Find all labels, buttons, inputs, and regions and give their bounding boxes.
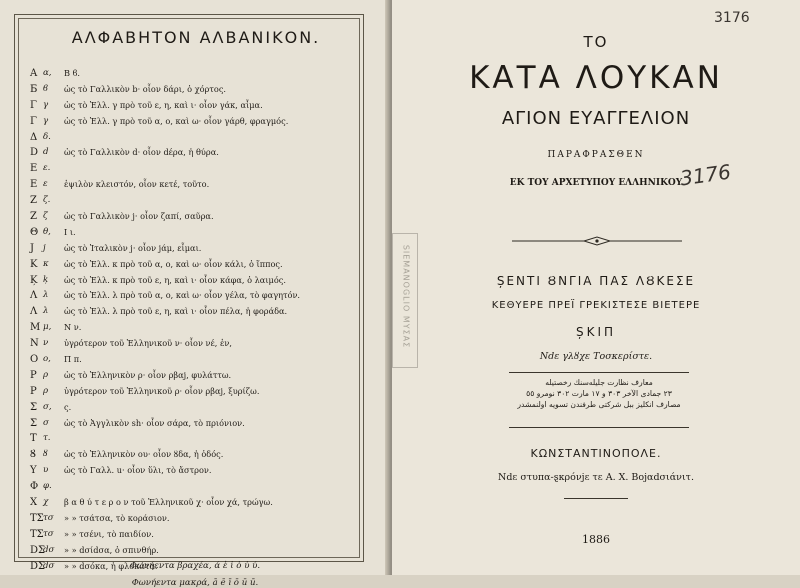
source-line: ΕΚ ΤΟΥ ΑΡΧΕΤΥΠΟΥ ΕΛΛΗΝΙΚΟΥ — [509, 178, 683, 188]
letter-low: τ. — [43, 433, 51, 444]
letter-cap: Λ — [30, 290, 38, 302]
left-page — [0, 0, 392, 588]
letter-low: γ — [43, 99, 49, 110]
title-article: ΤΟ — [583, 33, 609, 51]
alphabet-row — [30, 511, 360, 527]
ottoman-line: ۲۳ جمادی الآخر ۳۰۳ و ۱۷ مارت ۳۰۲ نومرو ٥٥ — [526, 389, 672, 398]
letter-low: ε — [43, 179, 48, 190]
letter-low: φ. — [43, 481, 52, 492]
alphabet-row — [30, 336, 360, 352]
alphabet-row — [30, 161, 360, 177]
letter-low: ζ — [43, 211, 48, 222]
letter-low: dσ — [43, 560, 55, 571]
letter-desc: ς. — [64, 401, 72, 412]
letter-desc: ὡς τὸ Ἑλλ. λ πρὸ τοῦ α, ο, καὶ ω· οἷον γέλα, τὸ φαγητόν. — [64, 290, 301, 301]
alphabet-row — [30, 177, 360, 193]
letter-cap: Λ — [30, 306, 38, 318]
letter-cap: Ε — [30, 179, 38, 191]
letter-desc: ὡς τὸ Ἑλληνικὸν ου· οἷον ȣδα, ἡ ὁδός. — [64, 449, 224, 460]
alphabet-row — [30, 368, 360, 384]
letter-cap: J — [30, 242, 35, 254]
letter-desc: ὡς τὸ Ἑλλ. κ πρὸ τοῦ ε, η, καὶ ι· οἷον κάφα, ὁ λαιμός. — [64, 274, 286, 285]
alphabet-row — [30, 495, 360, 511]
letter-desc: ὡς τὸ Ἑλλ. κ πρὸ τοῦ α, ο, καὶ ω· οἷον κάλι, ὁ ἵππος. — [64, 258, 283, 269]
letter-cap: Б — [30, 83, 38, 95]
letter-low: δ. — [43, 131, 51, 142]
alphabet-row — [30, 66, 360, 82]
letter-low: σ, — [43, 401, 52, 412]
alphabet-row — [30, 114, 360, 130]
letter-cap: Γ — [30, 115, 37, 127]
letter-cap: Ν — [30, 338, 39, 350]
letter-desc: Β ϐ. — [64, 68, 80, 78]
letter-low: d — [43, 147, 49, 158]
letter-low: τσ — [43, 512, 54, 523]
letter-desc: Π π. — [64, 354, 82, 365]
letter-desc: » » τσάτσα, τὸ κοράσιον. — [64, 512, 170, 523]
letter-low: λ — [43, 306, 49, 317]
albanian-title-line-4: Ndε γλȣχε Τοσκερίστε. — [539, 351, 653, 362]
letter-desc: β α θ ύ τ ε ρ ο ν τοῦ Ἑλληνικοῦ χ· οἷον χά, τρώγω. — [64, 497, 273, 508]
letter-cap: Θ — [30, 226, 39, 238]
publication-place: ΚΩΝΣΤΑΝΤΙΝΟΠΟΛΕ. — [530, 447, 662, 460]
alphabet-row — [30, 304, 360, 320]
letter-low: θ, — [43, 226, 51, 237]
letter-desc: ὡς τὸ Ἑλληνικὸν ρ· οἷον ρβαj, φυλάττω. — [64, 369, 232, 380]
alphabet-row — [30, 431, 360, 447]
alphabet-row — [30, 273, 360, 289]
ottoman-line: مصارف انكلیز ببل شركتی طرفندن تسویه اولنمشدر — [517, 400, 681, 409]
short-vowels-line: Φωνήεντα βραχέα, ά ἑ ἰ ὁ ὐ ύ. — [129, 561, 261, 571]
letter-cap: Ζ — [30, 195, 37, 207]
letter-desc: ὑγρότερον τοῦ Ἑλληνικοῦ ν· οἷον νέ, ἐν, — [64, 338, 232, 349]
letter-cap: DΣ — [30, 560, 46, 572]
letter-cap: Ȣ — [30, 449, 36, 461]
letter-cap: Σ — [30, 401, 38, 413]
letter-desc: ὡς τὸ Ἑλλ. γ πρὸ τοῦ α, ο, καὶ ω· οἷον γάρθ, φραγμός. — [64, 115, 289, 126]
letter-cap: Σ — [30, 417, 38, 429]
alphabet-row — [30, 416, 360, 432]
ottoman-line: معارف نظارت جلیله‌سنك رخصتیله — [545, 378, 653, 387]
alphabet-row — [30, 352, 360, 368]
letter-desc: ὡς τὸ Ἑλλ. γ πρὸ τοῦ ε, η, καὶ ι· οἷον γάκ, αἷμα. — [64, 99, 263, 110]
letter-desc: » » τσένι, τὸ παιδίον. — [64, 528, 154, 539]
letter-cap: Γ — [30, 99, 37, 111]
letter-cap: Φ — [30, 481, 39, 493]
letter-cap: Ε — [30, 163, 38, 175]
letter-cap: Υ — [30, 465, 37, 477]
watermark-text: SIEMANOGLIO ΜΥΣΑΣ — [401, 244, 411, 349]
letter-cap: Δ — [30, 131, 38, 143]
letter-low: ķ — [43, 274, 49, 285]
alphabet-row — [30, 193, 360, 209]
publication-year: 1886 — [582, 533, 610, 546]
letter-desc: Ν ν. — [64, 322, 82, 333]
letter-low: γ — [43, 115, 49, 126]
letter-low: τσ — [43, 528, 54, 539]
alphabet-row — [30, 257, 360, 273]
alphabet-table — [30, 66, 360, 588]
letter-cap: ΤΣ — [30, 528, 44, 540]
letter-low: υ — [43, 465, 49, 476]
letter-desc: ὡς τὸ Γαλλικὸν j· οἷον ζαπί, σαῦρα. — [64, 211, 214, 222]
ottoman-approval-block — [509, 372, 689, 428]
letter-low: χ — [43, 497, 49, 508]
letter-low: α, — [43, 68, 52, 78]
letter-low: σ — [43, 417, 49, 428]
alphabet-title: ΑΛΦΑΒΗΤΟΝ ΑΛΒΑΝΙΚΟΝ. — [71, 28, 321, 47]
letter-cap: Κ — [30, 258, 38, 270]
page-subtitle: ΑΓΙΟΝ ΕΥΑΓΓΕΛΙΟΝ — [501, 108, 691, 129]
letter-cap: Ζ — [30, 211, 37, 223]
letter-low: ο, — [43, 354, 51, 365]
alphabet-row — [30, 145, 360, 161]
letter-desc: » » dσίdσα, ὁ σπινθήρ. — [64, 544, 159, 555]
letter-low: ν — [43, 338, 49, 349]
letter-cap: Χ — [30, 497, 38, 509]
handwritten-catalog-number-2: 3176 — [678, 159, 733, 191]
alphabet-row — [30, 98, 360, 114]
alphabet-row — [30, 225, 360, 241]
letter-desc: ὡς τὸ Ἑλλ. λ πρὸ τοῦ ε, η, καὶ ι· οἷον πέλα, ἡ φοράδα. — [64, 306, 288, 317]
alphabet-row — [30, 527, 360, 543]
letter-desc: ὡς τὸ Ἀγγλικὸν sh· οἷον σάρα, τὸ πριόνιον. — [64, 417, 245, 428]
alphabet-row — [30, 320, 360, 336]
letter-low: dσ — [43, 544, 55, 555]
letter-cap: Ρ — [30, 369, 37, 381]
letter-desc: ὑγρότερον τοῦ Ἑλληνικοῦ ρ· οἷον ρβαj, ξυρίζω. — [64, 385, 260, 396]
letter-low: λ — [43, 290, 49, 301]
library-watermark — [392, 233, 418, 368]
letter-desc: ὡς τὸ Γαλλ. u· οἷον ὕλι, τὸ ἄστρον. — [64, 465, 212, 476]
alphabet-row — [30, 479, 360, 495]
handwritten-catalog-number: 3176 — [714, 10, 750, 26]
printer-line: Ndε στυπα-ȿκρόνjε τε Α. Χ. Βοjαdσιάνιτ. — [498, 472, 694, 483]
alphabet-row — [30, 400, 360, 416]
letter-cap: DΣ — [30, 544, 46, 556]
letter-low: κ — [43, 258, 49, 269]
alphabet-row — [30, 209, 360, 225]
letter-low: ε. — [43, 163, 51, 174]
letter-desc: Ι ι. — [64, 226, 76, 237]
letter-desc: » » dσόκα, ἡ φλοκάτα. — [64, 560, 158, 571]
alphabet-row — [30, 543, 360, 559]
divider — [564, 498, 628, 499]
alphabet-row — [30, 82, 360, 98]
right-page — [392, 0, 800, 575]
letter-cap: Α — [30, 68, 38, 79]
letter-low: ϐ — [43, 83, 49, 94]
alphabet-row — [30, 447, 360, 463]
alphabet-row — [30, 130, 360, 146]
letter-cap: Μ — [30, 322, 41, 334]
letter-desc: ἐψιλὸν κλειστόν, οἷον κετέ, τοῦτο. — [64, 179, 210, 190]
albanian-title-line-1: ȘΕΝΤΙ ȢΝΓΙΑ ΠΑΣ ΛȢΚΕΣΕ — [496, 274, 696, 288]
letter-low: j — [43, 242, 46, 253]
letter-cap: Ķ — [30, 274, 38, 286]
letter-low: ζ. — [43, 195, 51, 206]
ornament-rule-icon — [512, 236, 682, 246]
letter-cap: Ρ — [30, 385, 37, 397]
albanian-title-line-3: ȘΚΙΠ — [575, 325, 617, 339]
letter-low: ȣ — [43, 449, 48, 460]
letter-low: ρ — [43, 385, 49, 396]
paraphrased-line: ΠΑΡΑΦΡΑΣΘΕΝ — [547, 150, 645, 160]
letter-desc: ὡς τὸ Γαλλικὸν d· οἷον dέρα, ἡ θύρα. — [64, 147, 219, 158]
letter-low: ρ — [43, 369, 49, 380]
letter-cap: ΤΣ — [30, 512, 44, 524]
letter-cap: Τ — [30, 433, 37, 445]
letter-desc: ὡς τὸ Ἰταλικὸν j· οἷον jάμ, εἶμαι. — [64, 242, 202, 253]
letter-low: μ, — [43, 322, 52, 333]
long-vowels-line: Φωνήεντα μακρά, ā ē ī ō ū ū. — [131, 578, 259, 588]
page-title: ΚΑΤΑ ΛΟΥΚΑΝ — [469, 60, 723, 96]
albanian-title-line-2: ΚΕΘΥΕΡΕ ΠΡΕΪ ΓΡΕΚΙΣΤΕΣΕ ΒΙΕΤΕΡΕ — [491, 300, 701, 311]
alphabet-row — [30, 384, 360, 400]
alphabet-row — [30, 463, 360, 479]
alphabet-row — [30, 241, 360, 257]
letter-cap: Ο — [30, 354, 39, 366]
letter-cap: D — [30, 147, 39, 159]
letter-desc: ὡς τὸ Γαλλικὸν b· οἷον δάρι, ὁ χόρτος. — [64, 83, 227, 94]
alphabet-row — [30, 288, 360, 304]
